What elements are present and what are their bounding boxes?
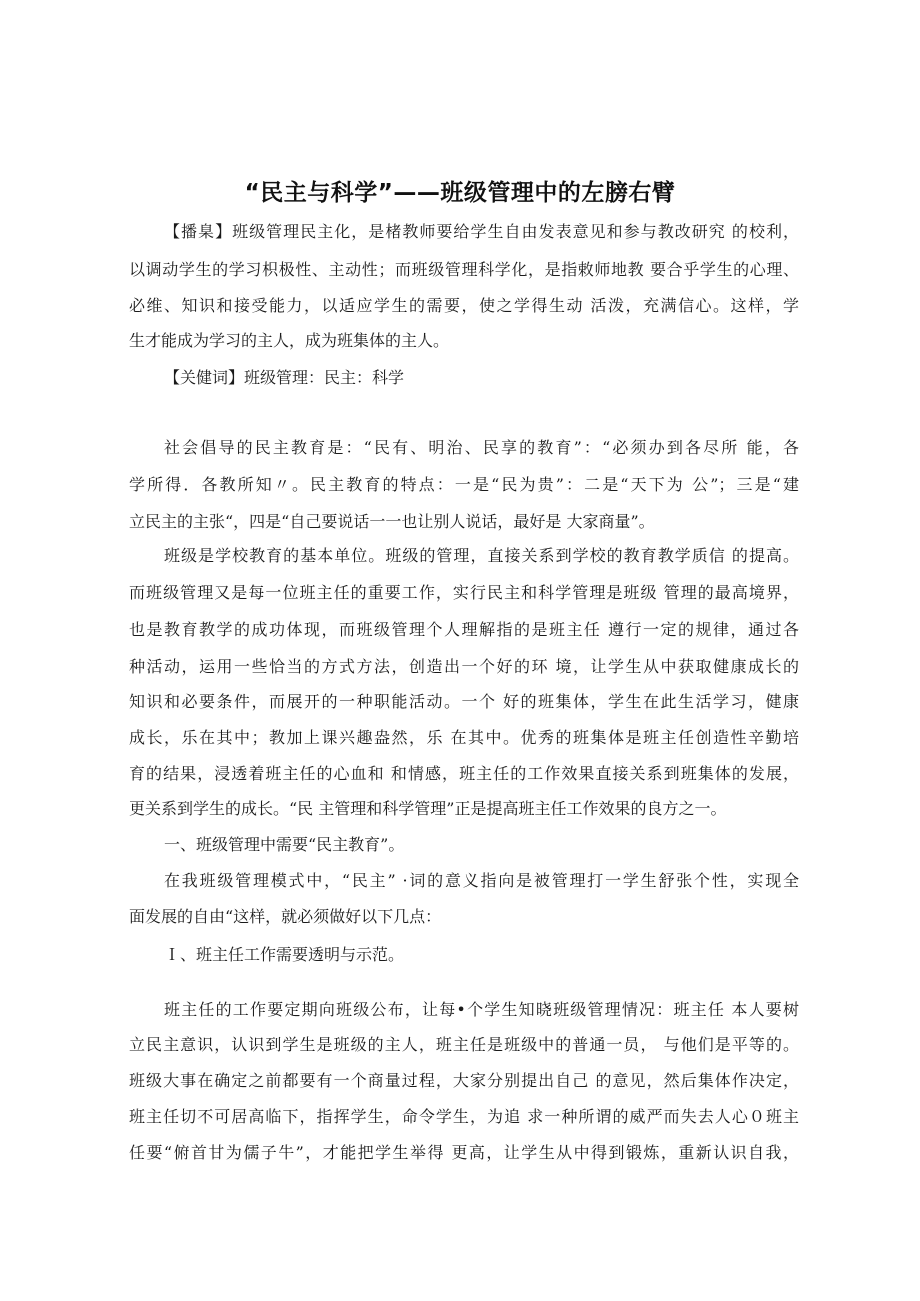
body-line: 班级大事在确定之前都要有一个商量过程，大家分别提出自己 的意见，然后集体作决定，: [129, 1071, 799, 1090]
body-line: 育的结果，浸透着班主任的心血和 和情感，班主任的工作效果直接关系到班集体的发展，: [129, 764, 799, 783]
body-line: 社会倡导的民主教育是：“民有、明治、民享的教育”：“必须办到各尽所 能，各: [164, 438, 799, 457]
subsection-heading: Ｉ、班主任工作需要透明与示范。: [164, 945, 405, 964]
abstract-line: 【播臬】班级管理民主化，是楮教师要给学生自由发表意见和参与教改研究 的校利，: [164, 222, 799, 241]
body-line: 立民主意识，认识到学生是班级的主人，班主任是班级中的普通一员， 与他们是平等的。: [129, 1035, 799, 1054]
abstract-line: 以调动学生的学习枳极性、主动性；而班级管理科学化，是指敕师地教 要合乎学生的心理、: [129, 260, 799, 279]
body-line: 成长，乐在其中；教加上课兴趣盎然，乐 在其中。优秀的班集体是班主任创造性辛勤培: [129, 728, 799, 747]
body-line: 班主任切不可居高临下，指挥学生，命令学生，为追 求一种所谓的威严而失去人心０班主: [129, 1107, 799, 1126]
body-line: 更关系到学生的成长。“民 主管理和科学管理”正是提高班主任工作效果的良方之一。: [129, 799, 727, 818]
body-line: 种活动，运用一些恰当的方式方法，创造出一个好的环 境，让学生从中获取健康成长的: [129, 657, 799, 676]
body-line: 在我班级管理模式中，“民主” ·词的意义指向是被管理打一学生舒张个性，实现全: [164, 871, 799, 890]
body-line: 学所得．各教所知〃。民主教育的特点：一是“民为贵”：二是“天下为 公”；三是“建: [129, 475, 799, 494]
body-line: 知识和必要条件，而展开的一种职能活动。一个 好的班集体，学生在此生活学习，健康: [129, 692, 799, 711]
body-line: 立民主的主张“，四是“自己要说话一一也让别人说话，最好是 大家商量”。: [129, 512, 655, 531]
body-line: 也是教育教学的成功体现，而班级管理个人理解指的是班主任 遵行一定的规律，通过各: [129, 620, 799, 639]
body-line: 班主任的工作要定期向班级公布，让每•个学生知晓班级管理情况：班主任 本人要树: [164, 1000, 799, 1019]
body-line: 而班级管理又是每一位班主任的重要工作，实行民主和科学管理是班级 管理的最高境界，: [129, 583, 799, 602]
body-line: 面发展的自由“这样，就必须做好以下几点：: [129, 907, 442, 926]
document-title: “民主与科学”——班级管理中的左膀右臂: [244, 180, 676, 206]
body-line: 班级是学校教育的基本单位。班级的管理，直接关系到学校的教育教学质信 的提高。: [164, 546, 799, 565]
body-line: 任要“俯首甘为儒子牛”，才能把学生举得 更高，让学生从中得到锻炼，重新认识自我，: [129, 1143, 799, 1162]
keywords-line: 【关健词】班级管理：民主：科学: [164, 368, 405, 387]
abstract-line: 生才能成为学习的主人，成为班集体的主人。: [129, 331, 450, 350]
abstract-line: 必维、知识和接受能力，以适应学生的需要，使之学得生动 活泼，充满信心。这样，学: [129, 296, 799, 315]
section-heading: 一、班级管理中需要“民主教育”。: [164, 835, 405, 854]
